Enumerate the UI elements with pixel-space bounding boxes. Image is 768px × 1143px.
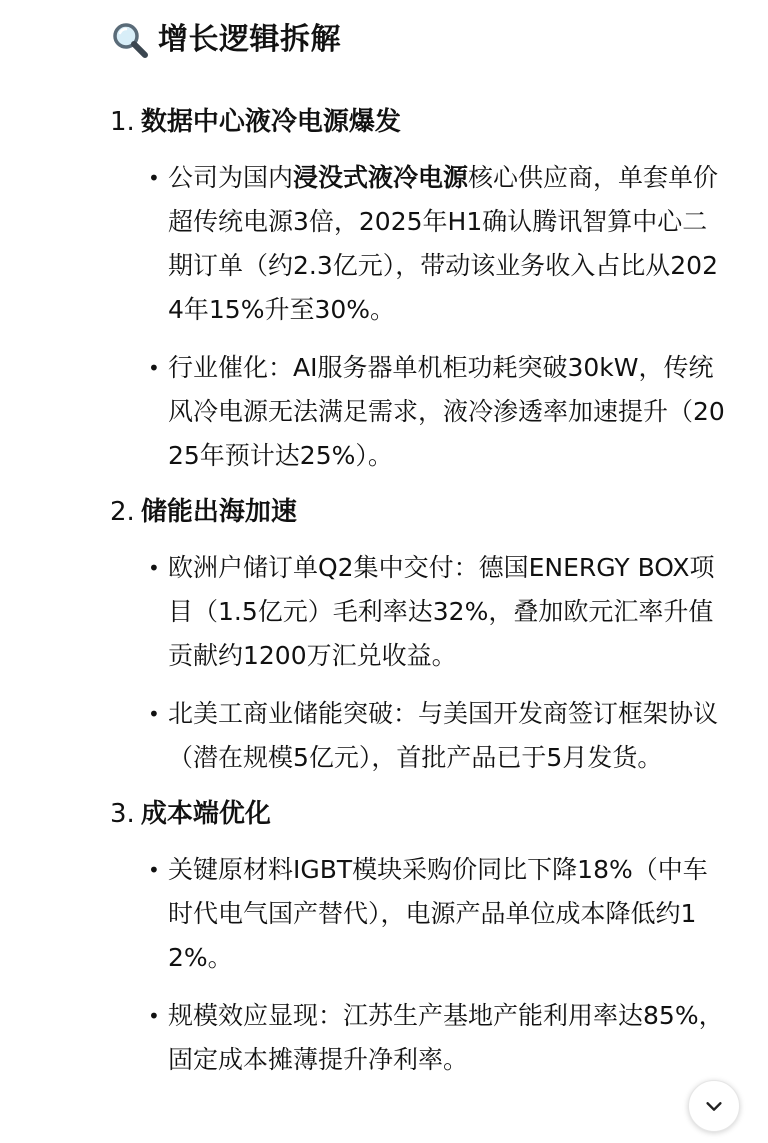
- bullet-list: [110, 156, 732, 478]
- section-title: [110, 492, 732, 532]
- section-1: [110, 102, 732, 478]
- list-item: [148, 994, 732, 1082]
- bullet-text: • 行业催化：AI服务器单机柜功耗突破30kW，传统风冷电源无法满足需求，液冷渗透率加速提升（2025年预计达25%）。: [168, 353, 725, 470]
- section-number: 1.: [110, 107, 135, 137]
- section-title-text: 数据中心液冷电源爆发: [140, 107, 401, 137]
- section-3: [110, 794, 732, 1082]
- list-item: [148, 692, 732, 780]
- list-item: [148, 848, 732, 980]
- magnifying-glass-icon: [110, 20, 150, 60]
- section-number: 3.: [110, 799, 135, 829]
- heading-title: 增长逻辑拆解: [158, 22, 341, 57]
- list-item: [148, 546, 732, 678]
- scroll-to-bottom-button[interactable]: [688, 1080, 740, 1132]
- section-title-text: 成本端优化: [140, 799, 271, 829]
- section-title: [110, 794, 732, 834]
- list-item: [148, 156, 732, 332]
- bullet-text-pre: 公司为国内: [168, 163, 294, 192]
- bullet-text: • 欧洲户储订单Q2集中交付：德国ENERGY BOX项目（1.5亿元）毛利率达32%，叠加欧元汇率升值贡献约1200万汇兑收益。: [168, 553, 715, 670]
- section-title: [110, 102, 732, 142]
- bullet-list: [110, 546, 732, 780]
- chevron-down-icon: [703, 1095, 725, 1117]
- heading: [110, 18, 732, 62]
- bullet-text: • 北美工商业储能突破：与美国开发商签订框架协议（潜在规模5亿元），首批产品已于5月发货。: [168, 699, 719, 772]
- bullet-text-strong: 浸没式液冷电源: [293, 163, 469, 192]
- bullet-list: [110, 848, 732, 1082]
- section-2: [110, 492, 732, 780]
- section-number: 2.: [110, 497, 135, 527]
- section-title-text: 储能出海加速: [140, 497, 297, 527]
- bullet-text: • 规模效应显现：江苏生产基地产能利用率达85%，固定成本摊薄提升净利率。: [168, 1001, 724, 1074]
- bullet-text: • 关键原材料IGBT模块采购价同比下降18%（中车时代电气国产替代），电源产品单位成本降低约12%。: [168, 855, 708, 972]
- bullet-text-post: 核心供应商，单套单价超传统电源3倍，2025年H1确认腾讯智算中心二期订单（约2.3亿元），带动该业务收入占比从2024年15%升至30%。: [168, 163, 719, 324]
- list-item: [148, 346, 732, 478]
- bullet-text: [168, 156, 732, 332]
